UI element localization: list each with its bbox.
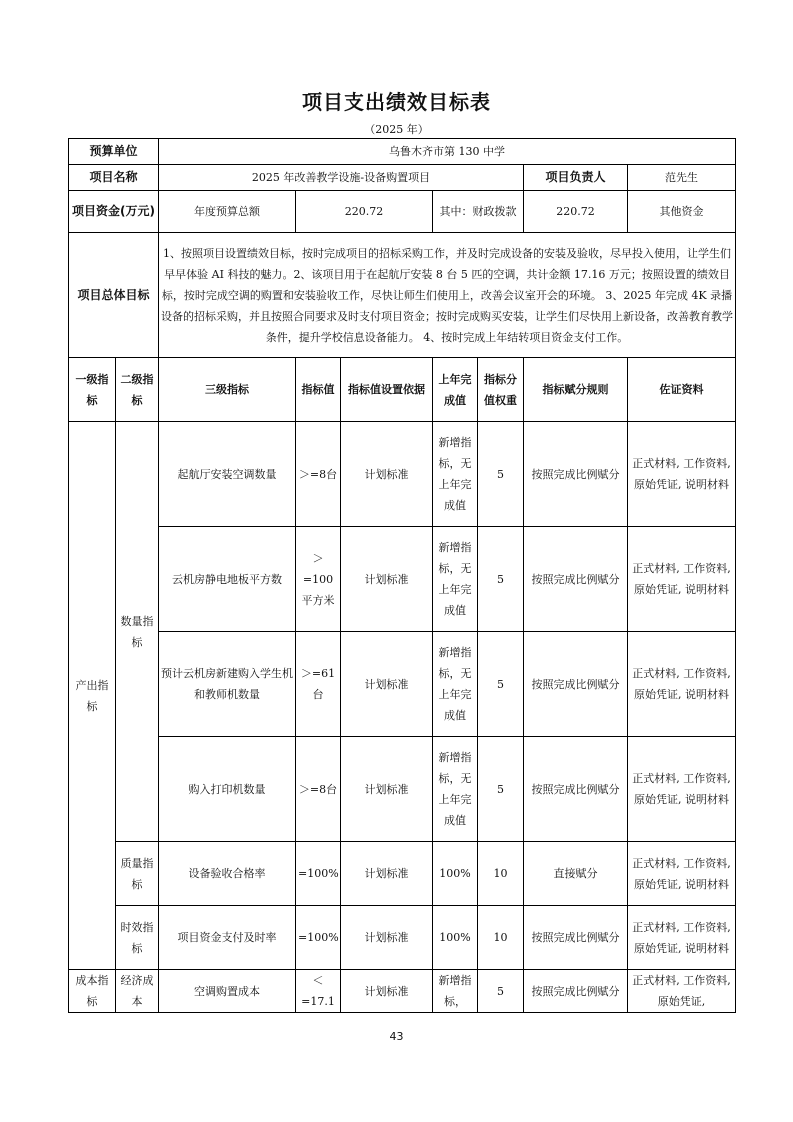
evidence: 正式材料, 工作资料, 原始凭证, 说明材料 bbox=[628, 527, 736, 632]
level2-economic: 经济成本 bbox=[116, 970, 159, 1013]
last-year-value: 新增指标，无上年完成值 bbox=[433, 737, 478, 842]
column-header: 指标值设置依据 bbox=[341, 358, 433, 422]
evidence: 正式材料, 工作资料, 原始凭证, 说明材料 bbox=[628, 422, 736, 527]
fiscal-allocation-label: 其中：财政拨款 bbox=[433, 191, 524, 233]
level1-cost: 成本指标 bbox=[69, 970, 116, 1013]
indicator-weight: 5 bbox=[478, 632, 524, 737]
last-year-value: 新增指标， bbox=[433, 970, 478, 1013]
table-row bbox=[69, 737, 736, 842]
table-row bbox=[69, 527, 736, 632]
column-header-row bbox=[69, 358, 736, 422]
indicator-name: 预计云机房新建购入学生机和教师机数量 bbox=[159, 632, 296, 737]
level2-timeliness: 时效指标 bbox=[116, 906, 159, 970]
level2-quality: 质量指标 bbox=[116, 842, 159, 906]
indicator-basis: 计划标准 bbox=[341, 527, 433, 632]
project-owner-label: 项目负责人 bbox=[524, 165, 628, 191]
indicator-basis: 计划标准 bbox=[341, 970, 433, 1013]
overall-goal-text: 1、按照项目设置绩效目标，按时完成项目的招标采购工作，并及时完成设备的安装及验收，尽早投入使用，让学生们早早体验 AI 科技的魅力。2、该项目用于在起航厅安装 8 台 5 匹的空调，共计金额 17.16 万元；按照设置的绩效目标，按时完成空调的购置和安装验收工作，尽快让师生们使用上，改善会议室开会的环境。 3、2025 年完成 4K 录播设备的招标采购，并且按照合同要求及时支付项目资金；按时完成购买安装，让学生们尽快用上新设备，改善教育教学条件，提升学校信息设备能力。 4、按时完成上年结转项目资金支付工作。 bbox=[159, 233, 736, 358]
last-year-value: 新增指标，无上年完成值 bbox=[433, 527, 478, 632]
indicator-name: 购入打印机数量 bbox=[159, 737, 296, 842]
project-name-label: 项目名称 bbox=[69, 165, 159, 191]
indicator-value: ＜=17.1 bbox=[296, 970, 341, 1013]
indicator-name: 设备验收合格率 bbox=[159, 842, 296, 906]
annual-budget-value: 220.72 bbox=[296, 191, 433, 233]
evidence: 正式材料, 工作资料, 原始凭证, 说明材料 bbox=[628, 737, 736, 842]
evidence: 正式材料, 工作资料, 原始凭证, 说明材料 bbox=[628, 632, 736, 737]
project-name-value: 2025 年改善教学设施-设备购置项目 bbox=[159, 165, 524, 191]
indicator-weight: 5 bbox=[478, 970, 524, 1013]
indicator-value: =100% bbox=[296, 906, 341, 970]
indicator-basis: 计划标准 bbox=[341, 422, 433, 527]
indicator-name: 空调购置成本 bbox=[159, 970, 296, 1013]
evidence: 正式材料, 工作资料, 原始凭证, 说明材料 bbox=[628, 842, 736, 906]
last-year-value: 新增指标，无上年完成值 bbox=[433, 632, 478, 737]
column-header: 指标值 bbox=[296, 358, 341, 422]
indicator-basis: 计划标准 bbox=[341, 906, 433, 970]
budget-unit-row bbox=[69, 139, 736, 165]
column-header: 一级指标 bbox=[69, 358, 116, 422]
budget-unit-label: 预算单位 bbox=[69, 139, 159, 165]
indicator-value: ＞=100平方米 bbox=[296, 527, 341, 632]
indicator-name: 项目资金支付及时率 bbox=[159, 906, 296, 970]
indicator-basis: 计划标准 bbox=[341, 842, 433, 906]
evidence: 正式材料, 工作资料, 原始凭证, 说明材料 bbox=[628, 906, 736, 970]
scoring-rule: 直接赋分 bbox=[524, 842, 628, 906]
indicator-value: ＞=61台 bbox=[296, 632, 341, 737]
evidence: 正式材料, 工作资料, 原始凭证, bbox=[628, 970, 736, 1013]
indicator-weight: 5 bbox=[478, 422, 524, 527]
table-row bbox=[69, 842, 736, 906]
annual-budget-label: 年度预算总额 bbox=[159, 191, 296, 233]
scoring-rule: 按照完成比例赋分 bbox=[524, 527, 628, 632]
budget-unit-value: 乌鲁木齐市第 130 中学 bbox=[159, 139, 736, 165]
fiscal-allocation-value: 220.72 bbox=[524, 191, 628, 233]
indicator-weight: 10 bbox=[478, 906, 524, 970]
column-header: 指标分值权重 bbox=[478, 358, 524, 422]
indicator-value: ＞=8台 bbox=[296, 737, 341, 842]
indicator-value: ＞=8台 bbox=[296, 422, 341, 527]
overall-goal-row bbox=[69, 233, 736, 358]
table-row bbox=[69, 970, 736, 1013]
last-year-value: 100% bbox=[433, 842, 478, 906]
project-owner-value: 范先生 bbox=[628, 165, 736, 191]
column-header: 三级指标 bbox=[159, 358, 296, 422]
indicator-basis: 计划标准 bbox=[341, 737, 433, 842]
performance-target-table bbox=[68, 138, 736, 1013]
indicator-name: 云机房静电地板平方数 bbox=[159, 527, 296, 632]
indicator-value: =100% bbox=[296, 842, 341, 906]
scoring-rule: 按照完成比例赋分 bbox=[524, 422, 628, 527]
scoring-rule: 按照完成比例赋分 bbox=[524, 970, 628, 1013]
last-year-value: 100% bbox=[433, 906, 478, 970]
table-row bbox=[69, 906, 736, 970]
page-number: 43 bbox=[389, 1030, 404, 1043]
level2-quantity: 数量指标 bbox=[116, 422, 159, 842]
column-header: 二级指标 bbox=[116, 358, 159, 422]
column-header: 上年完成值 bbox=[433, 358, 478, 422]
overall-goal-label: 项目总体目标 bbox=[69, 233, 159, 358]
project-funds-row bbox=[69, 191, 736, 233]
scoring-rule: 按照完成比例赋分 bbox=[524, 737, 628, 842]
project-name-row bbox=[69, 165, 736, 191]
column-header: 指标赋分规则 bbox=[524, 358, 628, 422]
table-row bbox=[69, 632, 736, 737]
indicator-weight: 10 bbox=[478, 842, 524, 906]
document-title: 项目支出绩效目标表 bbox=[302, 90, 491, 114]
indicator-weight: 5 bbox=[478, 737, 524, 842]
document-year: （2025 年） bbox=[364, 123, 429, 136]
indicator-name: 起航厅安装空调数量 bbox=[159, 422, 296, 527]
indicator-basis: 计划标准 bbox=[341, 632, 433, 737]
column-header: 佐证资料 bbox=[628, 358, 736, 422]
last-year-value: 新增指标，无上年完成值 bbox=[433, 422, 478, 527]
project-funds-label: 项目资金(万元) bbox=[69, 191, 159, 233]
indicator-weight: 5 bbox=[478, 527, 524, 632]
other-funds-label: 其他资金 bbox=[628, 191, 736, 233]
table-row bbox=[69, 422, 736, 527]
level1-output: 产出指标 bbox=[69, 422, 116, 970]
scoring-rule: 按照完成比例赋分 bbox=[524, 906, 628, 970]
scoring-rule: 按照完成比例赋分 bbox=[524, 632, 628, 737]
